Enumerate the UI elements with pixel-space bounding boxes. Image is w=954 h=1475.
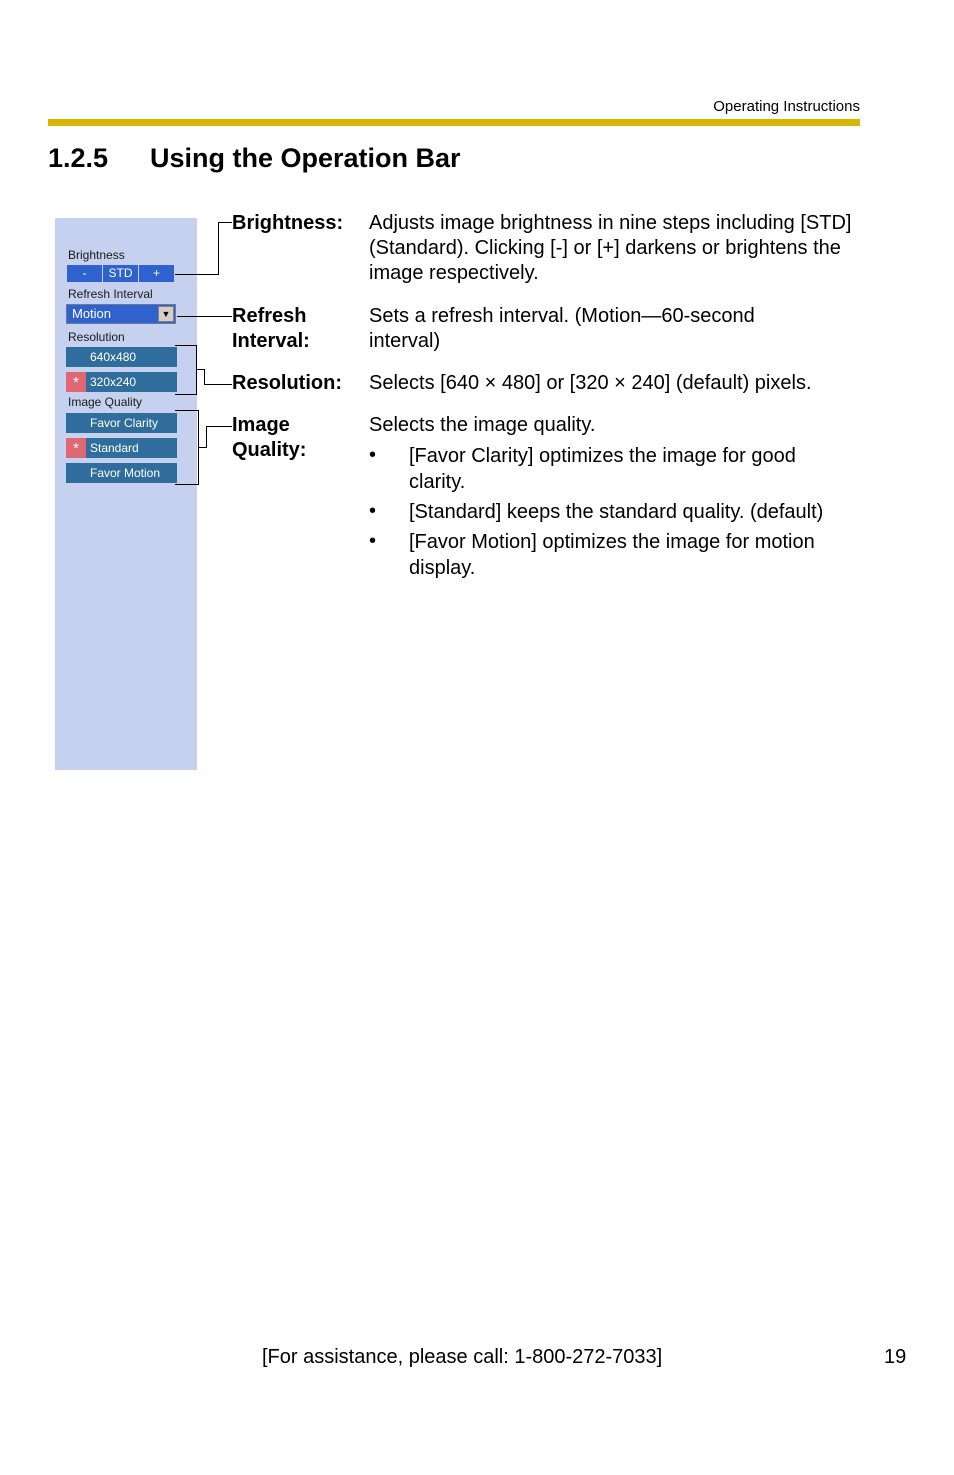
section-heading: [48, 143, 461, 174]
brightness-description: Adjusts image brightness in nine steps including [STD] (Standard). Clicking [-] or [+] darkens or brightens the image respectively.: [369, 212, 852, 284]
default-marker-icon: *: [66, 438, 86, 458]
section-number: 1.2.5: [48, 143, 109, 173]
brightness-std-button[interactable]: STD: [103, 265, 139, 282]
brightness-minus-button[interactable]: -: [67, 265, 103, 282]
refresh-interval-label: Refresh Interval: [68, 287, 153, 301]
refresh-interval-value: Motion: [72, 306, 112, 321]
quality-favor-clarity-button[interactable]: [66, 413, 177, 433]
section-title: Using the Operation Bar: [150, 143, 461, 173]
image-quality-term: [232, 413, 306, 463]
quality-favor-motion-button[interactable]: [66, 463, 177, 483]
refresh-interval-select[interactable]: [66, 304, 176, 324]
resolution-description: Selects [640 × 480] or [320 × 240] (default) pixels.: [369, 372, 812, 394]
bullet-marker: •: [369, 530, 377, 552]
refresh-term-line2: Interval:: [232, 330, 310, 352]
page-number: 19: [884, 1346, 907, 1368]
default-marker-icon: *: [66, 372, 86, 392]
quality-standard-label: Standard: [90, 441, 139, 455]
brightness-plus-button[interactable]: +: [152, 266, 160, 280]
quality-term-line2: Quality:: [232, 439, 307, 461]
resolution-640-button[interactable]: [66, 347, 177, 367]
quality-term-line1: Image: [232, 414, 290, 436]
quality-favor-clarity-label: Favor Clarity: [90, 416, 159, 430]
quality-bullet-standard: [Standard] keeps the standard quality. (default): [409, 501, 824, 523]
resolution-320-button[interactable]: [66, 372, 177, 392]
quality-bullet-favor-motion: [Favor Motion] optimizes the image for motion display.: [409, 531, 815, 579]
brightness-term: Brightness:: [232, 212, 344, 234]
refresh-interval-term: [232, 304, 310, 354]
operation-bar-panel: [55, 218, 197, 770]
quality-bullet-favor-clarity: [Favor Clarity] optimizes the image for good clarity.: [409, 445, 796, 493]
quality-standard-button[interactable]: [66, 438, 177, 458]
header-rule: [48, 119, 860, 126]
resolution-320-label: 320x240: [90, 375, 137, 389]
image-quality-label: Image Quality: [68, 395, 143, 409]
resolution-label: Resolution: [68, 330, 125, 344]
resolution-640-label: 640x480: [90, 350, 137, 364]
chevron-down-icon[interactable]: ▼: [158, 306, 174, 322]
running-header: Operating Instructions: [713, 98, 860, 115]
bullet-marker: •: [369, 444, 377, 466]
image-quality-description: Selects the image quality.: [369, 414, 596, 436]
assistance-footer: [For assistance, please call: 1-800-272-7033]: [262, 1346, 663, 1368]
quality-favor-motion-label: Favor Motion: [90, 466, 161, 480]
bullet-marker: •: [369, 500, 377, 522]
refresh-term-line1: Refresh: [232, 305, 307, 327]
refresh-interval-description: Sets a refresh interval. (Motion—60-second interval): [369, 305, 755, 352]
brightness-control: [67, 265, 174, 282]
resolution-term: Resolution:: [232, 372, 342, 394]
brightness-label: Brightness: [68, 248, 125, 262]
